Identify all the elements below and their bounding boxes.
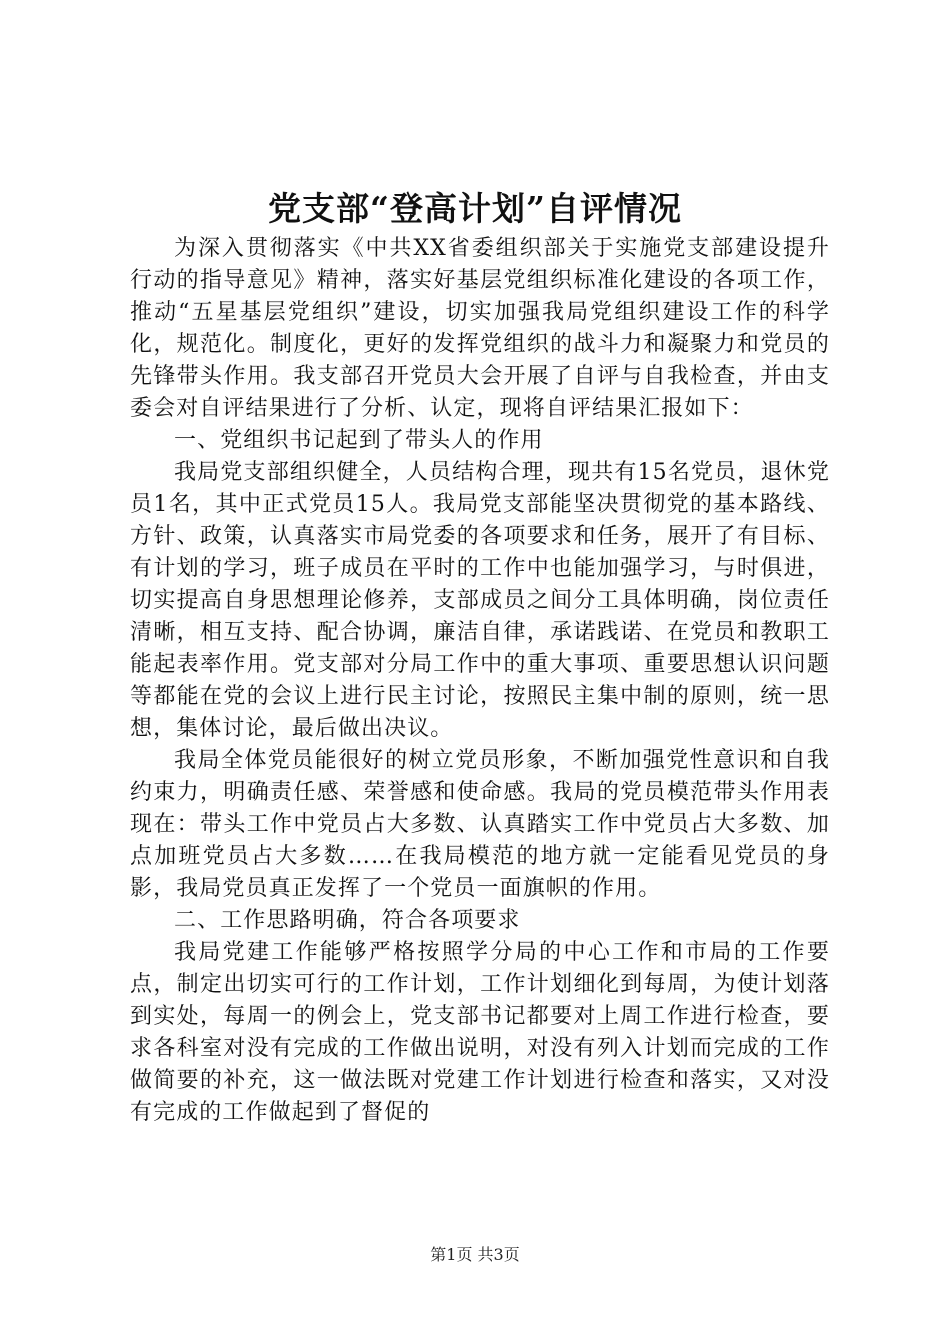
paragraph-section-2-a: 我局党建工作能够严格按照学分局的中心工作和市局的工作要点，制定出切实可行的工作计划，工作计划细化到每周，为使计划落到实处，每周一的例会上，党支部书记都要对上周工作进行检查，要求各科室对没有完成的工作做出说明，对没有列入计划而完成的工作做简要的补充，这一做法既对党建工作计划进行检查和落实，又对没有完成的工作做起到了督促的: [130, 940, 830, 1125]
page-footer: 第1页 共3页: [430, 1245, 520, 1264]
document-body: [130, 233, 830, 1129]
paragraph-section-1-b: 我局全体党员能很好的树立党员形象，不断加强党性意识和自我约束力，明确责任感、荣誉感和使命感。我局的党员模范带头作用表现在：带头工作中党员占大多数、认真踏实工作中党员占大多数、加点加班党员占大多数……在我局模范的地方就一定能看见党员的身影，我局党员真正发挥了一个党员一面旗帜的作用。: [130, 748, 830, 901]
section-heading-2: 二、工作思路明确，符合各项要求: [174, 908, 521, 933]
document-title: 党支部“登高计划”自评情况: [268, 189, 682, 228]
section-heading-1: 一、党组织书记起到了带头人的作用: [174, 428, 544, 453]
paragraph-intro: 为深入贯彻落实《中共XX省委组织部关于实施党支部建设提升行动的指导意见》精神，落实好基层党组织标准化建设的各项工作，推动“五星基层党组织”建设，切实加强我局党组织建设工作的科学化，规范化。制度化，更好的发挥党组织的战斗力和凝聚力和党员的先锋带头作用。我支部召开党员大会开展了自评与自我检查，并由支委会对自评结果进行了分析、认定，现将自评结果汇报如下：: [130, 236, 830, 421]
paragraph-section-1-a: 我局党支部组织健全，人员结构合理，现共有15名党员，退休党员1名，其中正式党员15人。我局党支部能坚决贯彻党的基本路线、方针、政策，认真落实市局党委的各项要求和任务，展开了有目标、有计划的学习，班子成员在平时的工作中也能加强学习，与时俱进，切实提高自身思想理论修养，支部成员之间分工具体明确，岗位责任清晰，相互支持、配合协调，廉洁自律，承诺践诺、在党员和教职工能起表率作用。党支部对分局工作中的重大事项、重要思想认识问题等都能在党的会议上进行民主讨论，按照民主集中制的原则，统一思想，集体讨论，最后做出决议。: [130, 460, 830, 741]
